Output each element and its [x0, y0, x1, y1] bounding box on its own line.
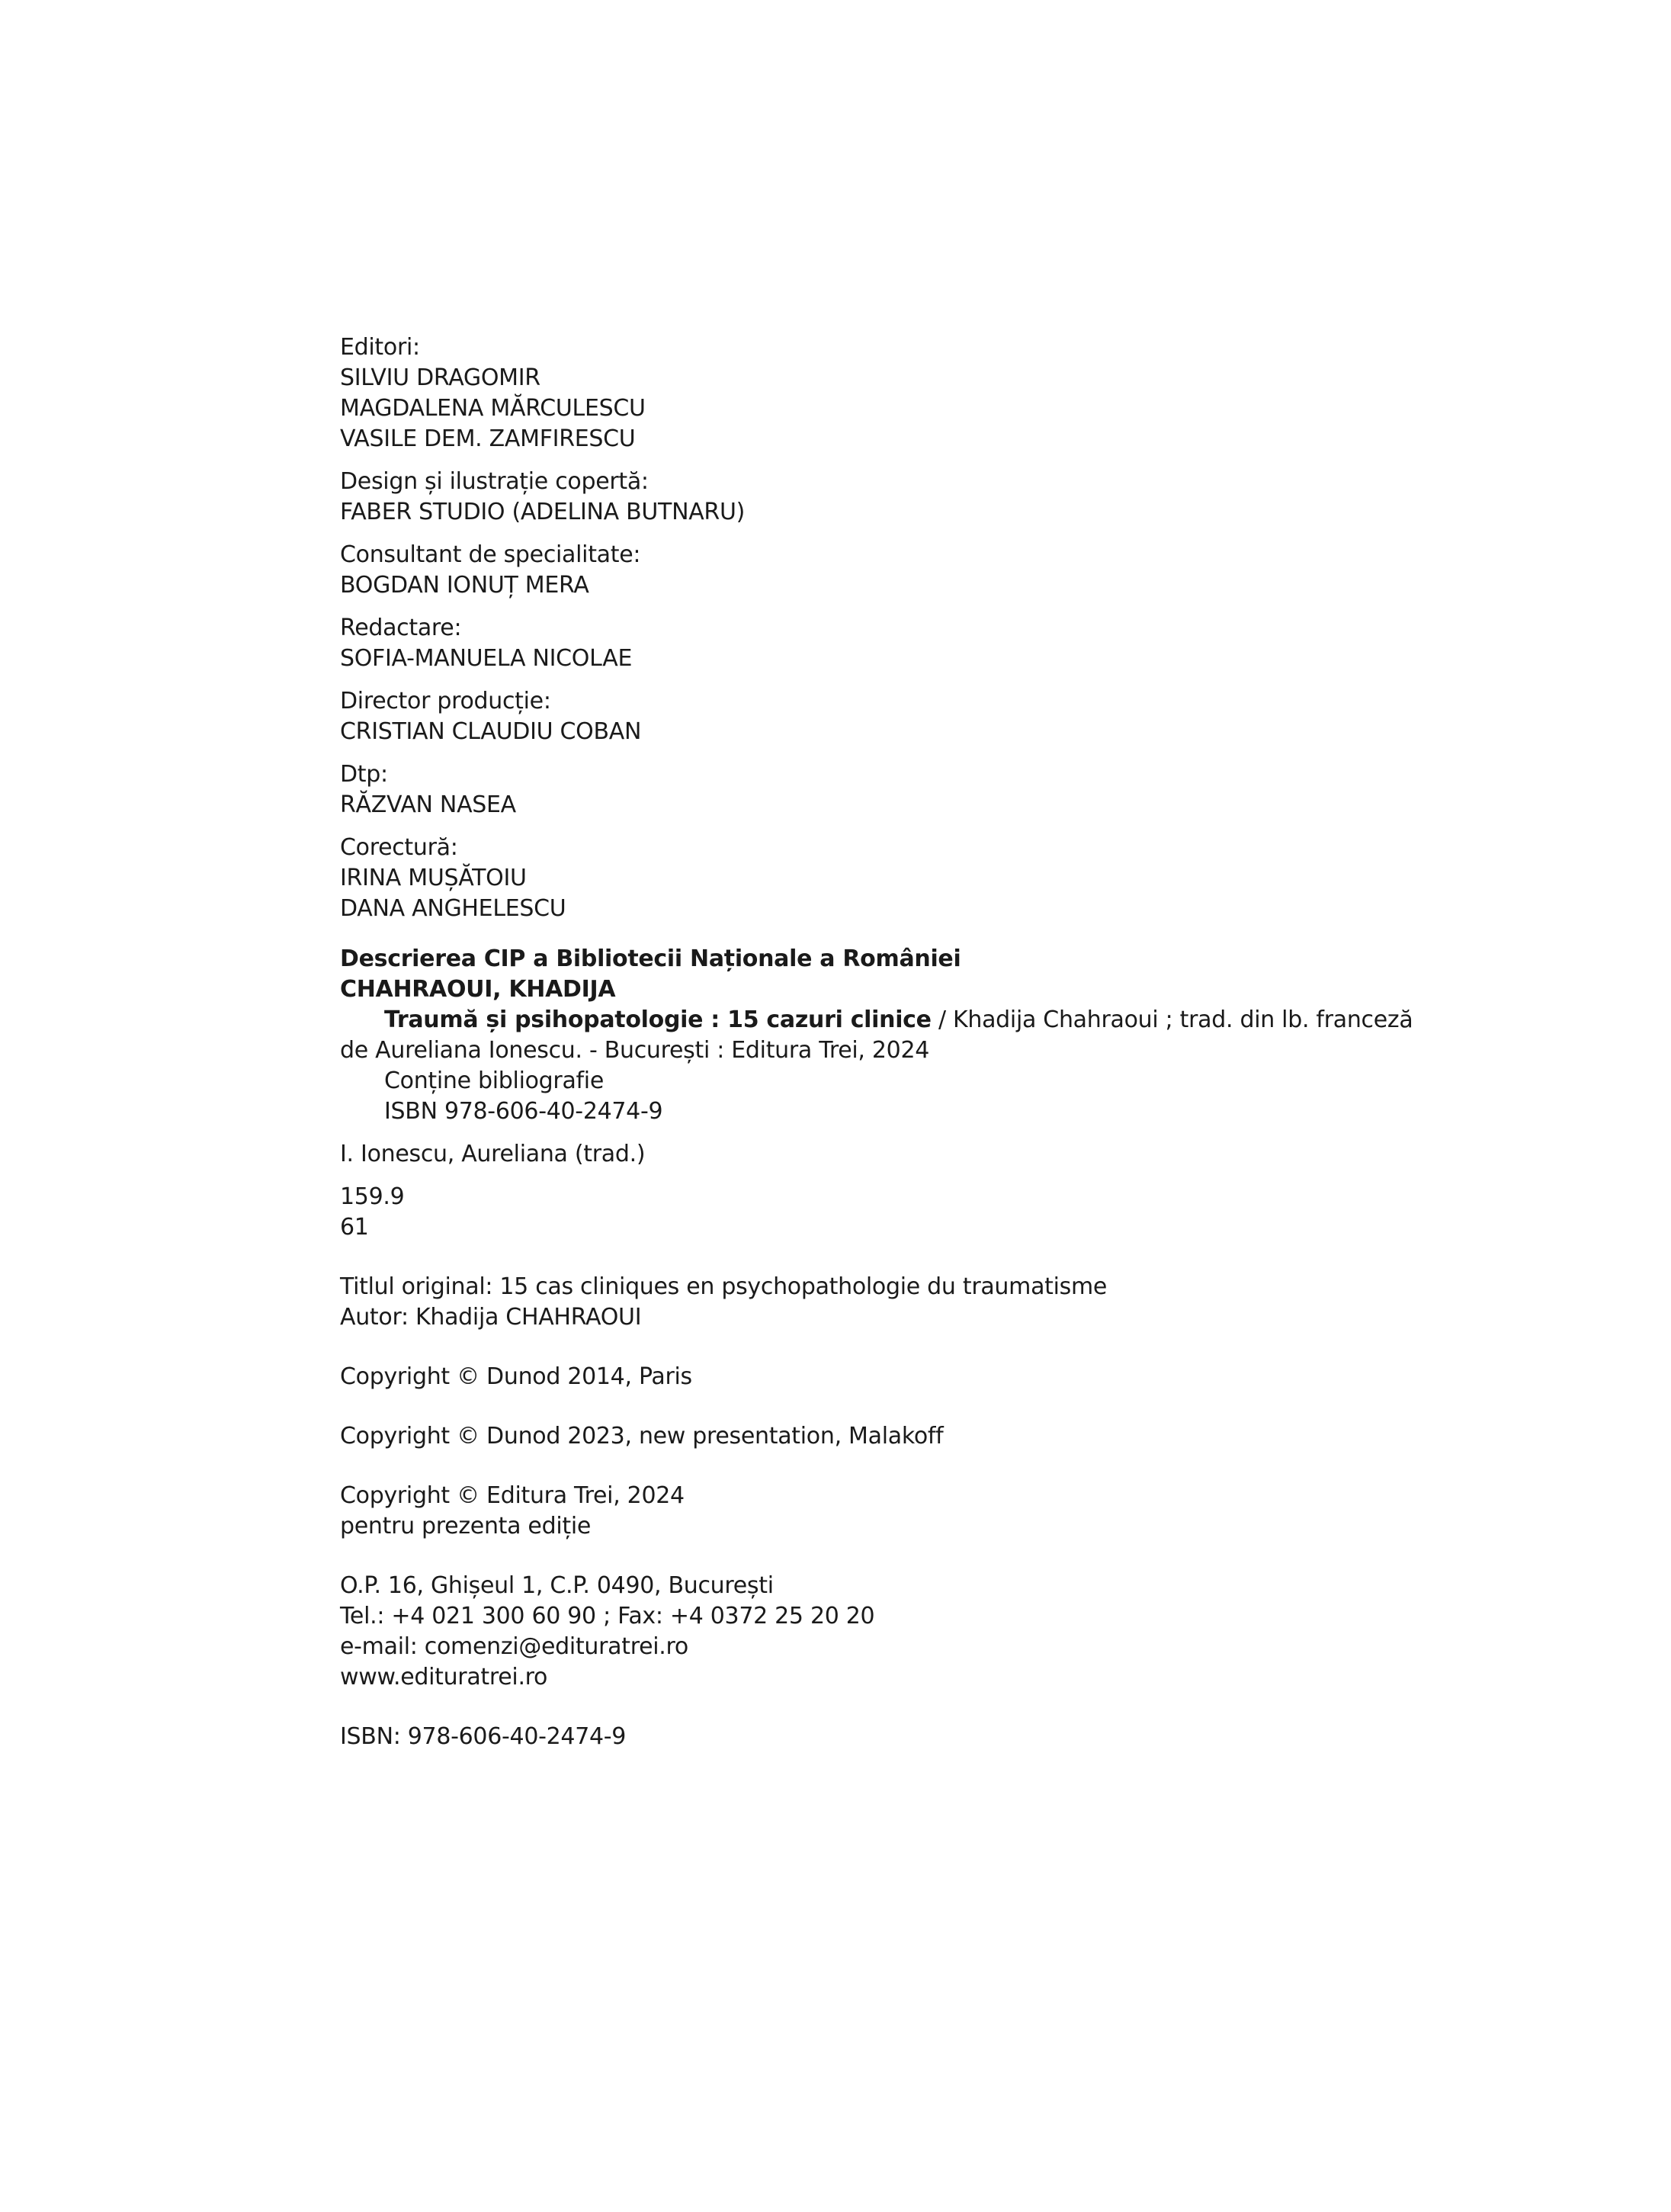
credit-editing [340, 613, 1575, 674]
publisher-email: e-mail: comenzi@edituratrei.ro [340, 1633, 688, 1660]
credit-production-director [340, 686, 1575, 747]
cip-classification [340, 1182, 1575, 1243]
credit-role: Design și ilustrație copertă: [340, 468, 649, 495]
classification-code: 61 [340, 1214, 369, 1241]
credit-name: SILVIU DRAGOMIR [340, 364, 540, 391]
credit-editors [340, 332, 1575, 454]
credit-role: Dtp: [340, 761, 388, 788]
copyright-line: pentru prezenta ediție [340, 1513, 592, 1539]
copyright-line: Copyright © Editura Trei, 2024 [340, 1482, 685, 1509]
cip-title-rest: / Khadija Chahraoui ; trad. din lb. franceză [931, 1006, 1413, 1033]
credit-name: SOFIA-MANUELA NICOLAE [340, 645, 633, 672]
credit-consultant [340, 540, 1575, 601]
credit-name: RĂZVAN NASEA [340, 791, 516, 818]
credit-name: MAGDALENA MĂRCULESCU [340, 395, 646, 422]
cip-description [340, 944, 1575, 1127]
credit-role: Director producție: [340, 688, 551, 714]
credit-name: DANA ANGHELESCU [340, 895, 566, 922]
cip-heading: Descrierea CIP a Bibliotecii Naționale a României [340, 945, 961, 972]
credit-name: VASILE DEM. ZAMFIRESCU [340, 425, 636, 452]
publisher-website: www.edituratrei.ro [340, 1664, 548, 1690]
cip-isbn: ISBN 978-606-40-2474-9 [384, 1098, 663, 1125]
credit-dtp [340, 759, 1575, 820]
cip-added-entry: I. Ionescu, Aureliana (trad.) [340, 1141, 646, 1167]
credit-proofreading [340, 833, 1575, 924]
credit-name: IRINA MUȘĂTOIU [340, 865, 527, 891]
credit-role: Editori: [340, 334, 420, 361]
publisher-contact [340, 1571, 1575, 1693]
credit-name: FABER STUDIO (ADELINA BUTNARU) [340, 499, 746, 525]
credit-cover-design [340, 467, 1575, 528]
copyright-page-content [340, 332, 1575, 1752]
cip-continuation: de Aureliana Ionescu. - București : Editura Trei, 2024 [340, 1037, 930, 1064]
credit-name: CRISTIAN CLAUDIU COBAN [340, 718, 642, 745]
credit-name: BOGDAN IONUȚ MERA [340, 572, 589, 599]
original-title: Titlul original: 15 cas cliniques en psychopathologie du traumatisme [340, 1273, 1108, 1300]
classification-code: 159.9 [340, 1183, 405, 1210]
isbn-footer: ISBN: 978-606-40-2474-9 [340, 1723, 627, 1750]
publisher-phone: Tel.: +4 021 300 60 90 ; Fax: +4 0372 25 20 20 [340, 1603, 875, 1629]
cip-title: Traumă și psihopatologie : 15 cazuri clinice [384, 1006, 932, 1033]
credit-role: Redactare: [340, 615, 462, 641]
original-title-block [340, 1272, 1575, 1333]
credit-role: Consultant de specialitate: [340, 541, 641, 568]
publisher-address: O.P. 16, Ghișeul 1, C.P. 0490, București [340, 1572, 774, 1599]
cip-author: CHAHRAOUI, KHADIJA [340, 976, 616, 1003]
copyright-line: Copyright © Dunod 2023, new presentation, Malakoff [340, 1423, 944, 1450]
copyright-line: Copyright © Dunod 2014, Paris [340, 1363, 692, 1390]
credit-role: Corectură: [340, 834, 458, 861]
original-author: Autor: Khadija CHAHRAOUI [340, 1304, 642, 1331]
cip-title-line [340, 1005, 1575, 1035]
cip-contents-note: Conține bibliografie [384, 1067, 604, 1094]
copyright-edition-block [340, 1481, 1575, 1542]
